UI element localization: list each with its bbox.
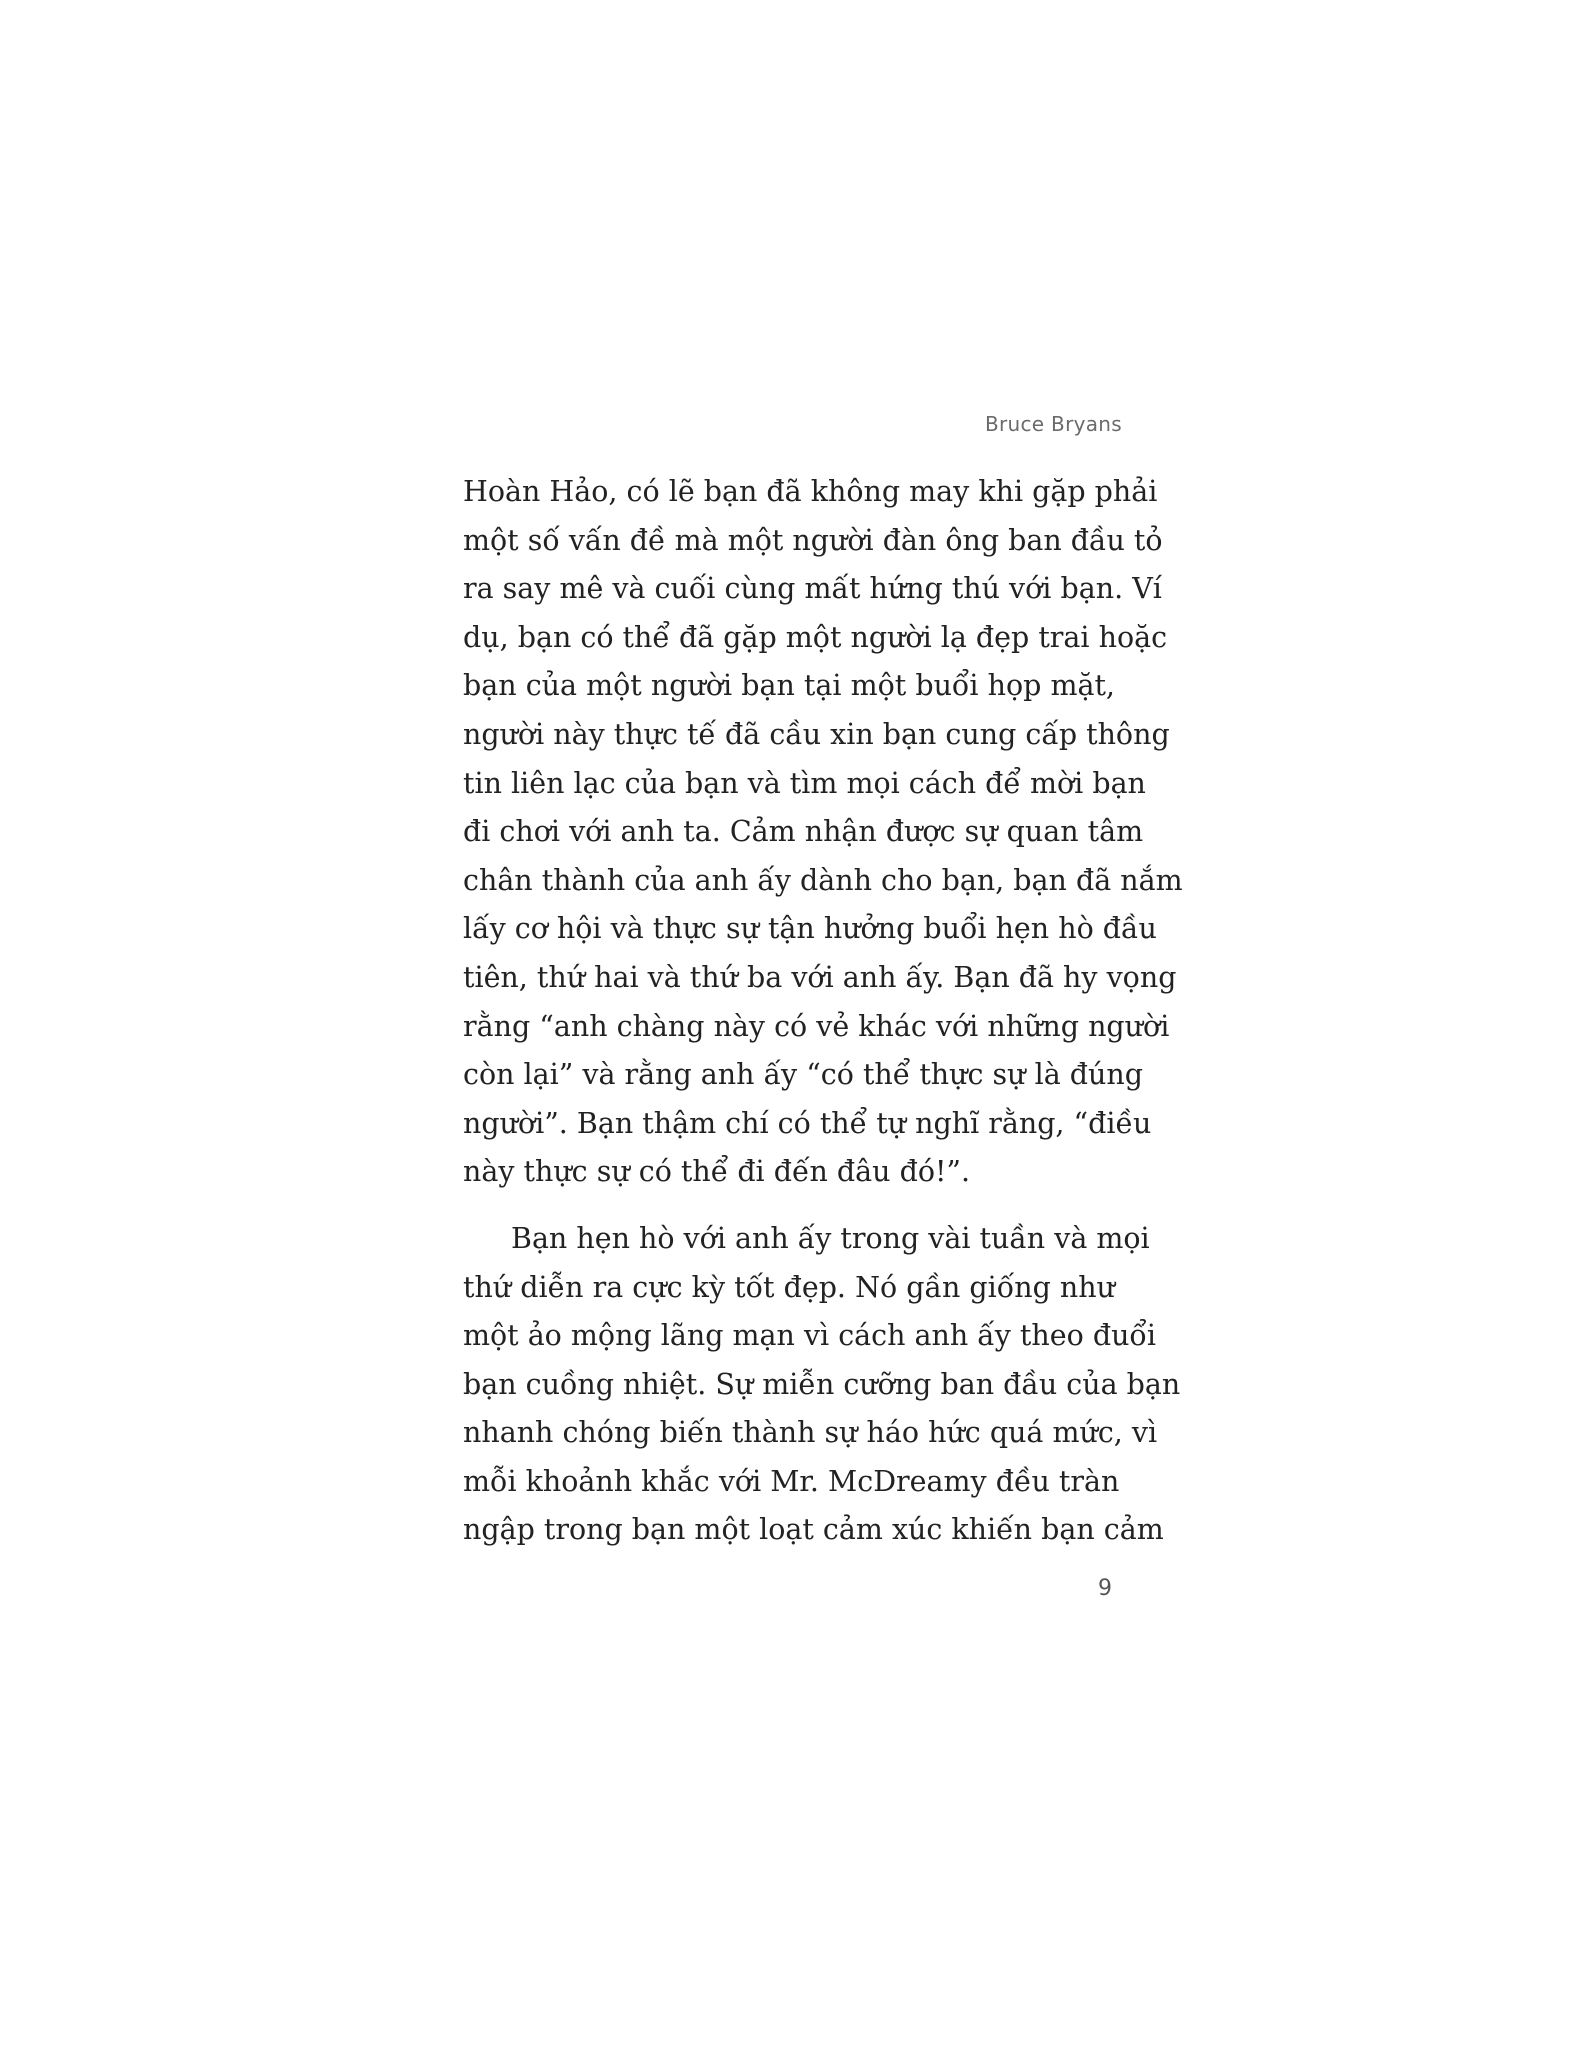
text-line: chân thành của anh ấy dành cho bạn, bạn đã nắm — [463, 863, 1183, 897]
text-line: ngập trong bạn một loạt cảm xúc khiến bạn cảm — [463, 1513, 1164, 1547]
running-header-author: Bruce Bryans — [984, 412, 1122, 436]
text-line: mỗi khoảnh khắc với Mr. McDreamy đều tràn — [463, 1464, 1120, 1498]
body-text — [463, 468, 1183, 1555]
text-line: lấy cơ hội và thực sự tận hưởng buổi hẹn hò đầu — [463, 912, 1157, 946]
text-line: bạn của một người bạn tại một buổi họp mặt, — [463, 669, 1115, 703]
text-line: thứ diễn ra cực kỳ tốt đẹp. Nó gần giống như — [463, 1270, 1115, 1304]
paragraph — [463, 468, 1183, 1197]
text-line: bạn cuồng nhiệt. Sự miễn cưỡng ban đầu của bạn — [463, 1367, 1181, 1401]
text-line: tin liên lạc của bạn và tìm mọi cách để mời bạn — [463, 766, 1146, 800]
text-line: người”. Bạn thậm chí có thể tự nghĩ rằng, “điều — [463, 1106, 1152, 1140]
text-line: nhanh chóng biến thành sự háo hức quá mức, vì — [463, 1416, 1158, 1450]
text-line: Hoàn Hảo, có lẽ bạn đã không may khi gặp phải — [463, 475, 1158, 508]
text-line: ra say mê và cuối cùng mất hứng thú với bạn. Ví — [463, 572, 1162, 606]
text-line: còn lại” và rằng anh ấy “có thể thực sự là đúng — [463, 1058, 1143, 1092]
text-line: một số vấn đề mà một người đàn ông ban đầu tỏ — [463, 523, 1163, 557]
text-line: tiên, thứ hai và thứ ba với anh ấy. Bạn đã hy vọng — [463, 960, 1177, 994]
text-line: rằng “anh chàng này có vẻ khác với những người — [463, 1009, 1170, 1043]
text-line: đi chơi với anh ta. Cảm nhận được sự quan tâm — [463, 815, 1144, 849]
paragraph — [463, 1215, 1181, 1555]
text-line: dụ, bạn có thể đã gặp một người lạ đẹp trai hoặc — [463, 620, 1168, 654]
page-number: 9 — [1098, 1576, 1112, 1601]
paragraph-spacing — [463, 1197, 1115, 1215]
text-line: người này thực tế đã cầu xin bạn cung cấp thông — [463, 717, 1170, 751]
text-line: Bạn hẹn hò với anh ấy trong vài tuần và mọi — [511, 1221, 1150, 1255]
text-line: một ảo mộng lãng mạn vì cách anh ấy theo đuổi — [463, 1319, 1156, 1353]
text-line: này thực sự có thể đi đến đâu đó!”. — [463, 1155, 971, 1189]
